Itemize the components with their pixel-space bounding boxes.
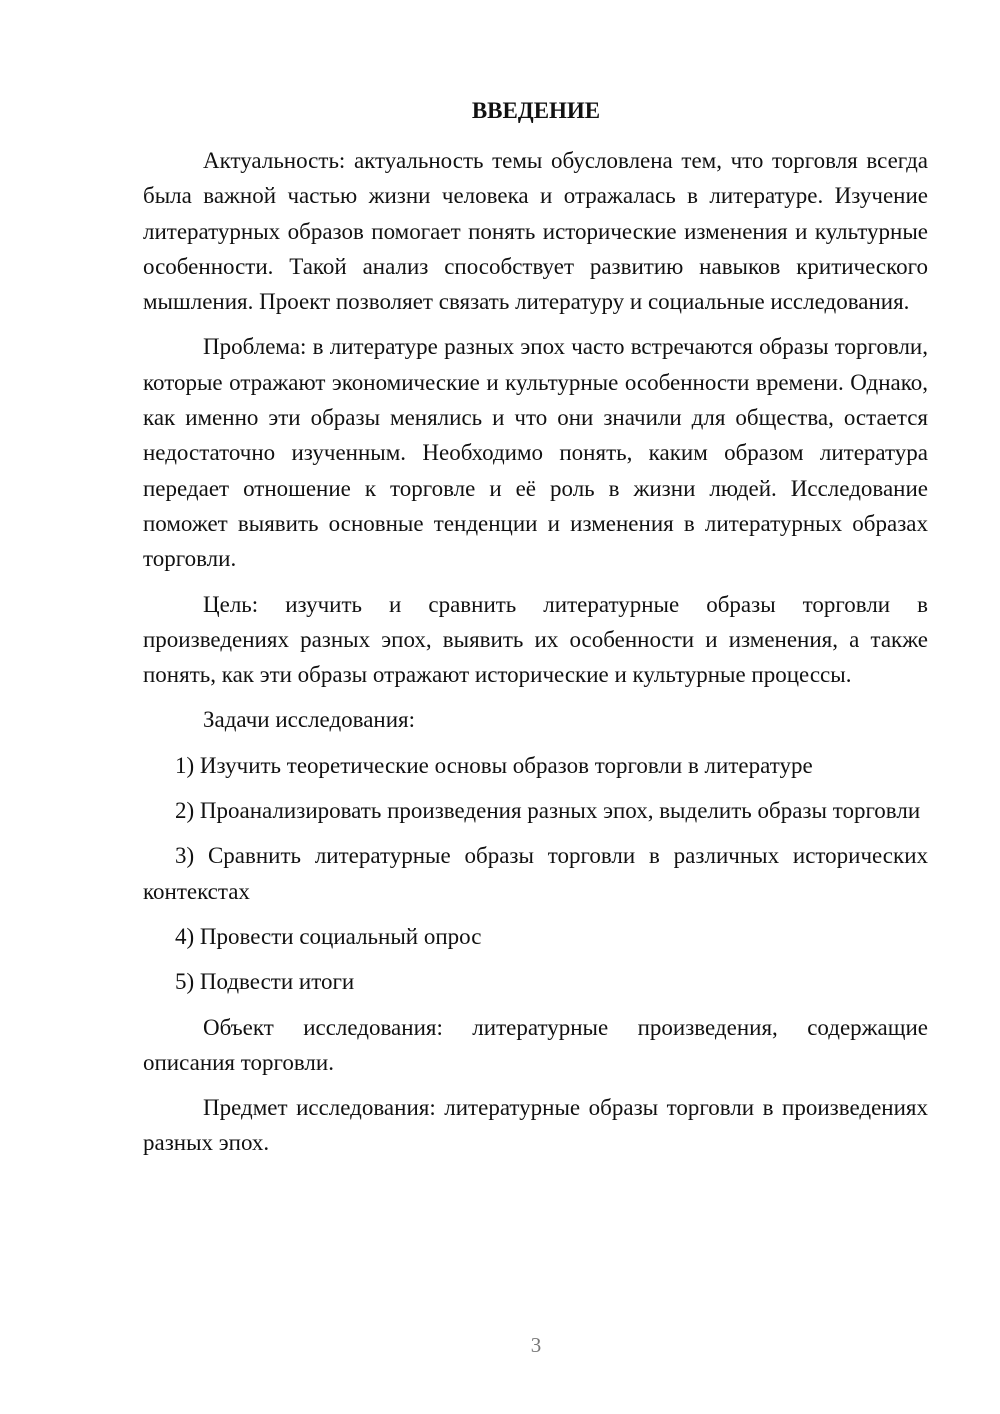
subject-paragraph: Предмет исследования: литературные образы торговли в произведениях разных эпох. bbox=[143, 1095, 928, 1156]
task-item-1: 1) Изучить теоретические основы образов торговли в литературе bbox=[175, 752, 813, 778]
page-number: 3 bbox=[530, 1333, 542, 1357]
body-text bbox=[143, 143, 928, 1171]
task-item-5: 5) Подвести итоги bbox=[175, 969, 355, 995]
problem-paragraph: Проблема: в литературе разных эпох часто встречаются образы торговли, которые отражают экономические и культурные особенности времени. Однако, как именно эти образы менялись и что они значили для общества, остается недостаточно изученным. Необходимо понять, каким образом литература передает отношение к торговле и её роль в жизни людей. Исследование поможет выявить основные тенденции и изменения в литературных образах торговли. bbox=[143, 334, 928, 572]
tasks-heading: Задачи исследования: bbox=[203, 707, 416, 733]
relevance-paragraph: Актуальность: актуальность темы обусловлена тем, что торговля всегда была важной частью жизни человека и отражалась в литературе. Изучение литературных образов помогает понять исторические изменения и культурные особенности. Такой анализ способствует развитию навыков критического мышления. Проект позволяет связать литературу и социальные исследования. bbox=[143, 148, 928, 315]
task-item-2: 2) Проанализировать произведения разных эпох, выделить образы торговли bbox=[175, 798, 921, 824]
goal-paragraph: Цель: изучить и сравнить литературные образы торговли в произведениях разных эпох, выявить их особенности и изменения, а также понять, как эти образы отражают исторические и культурные процессы. bbox=[143, 591, 928, 688]
object-paragraph: Объект исследования: литературные произведения, содержащие описания торговли. bbox=[143, 1014, 928, 1075]
task-item-4: 4) Провести социальный опрос bbox=[175, 923, 482, 949]
task-item-3: 3) Сравнить литературные образы торговли в различных исторических контекстах bbox=[143, 843, 928, 904]
section-title: ВВЕДЕНИЕ bbox=[471, 98, 601, 123]
